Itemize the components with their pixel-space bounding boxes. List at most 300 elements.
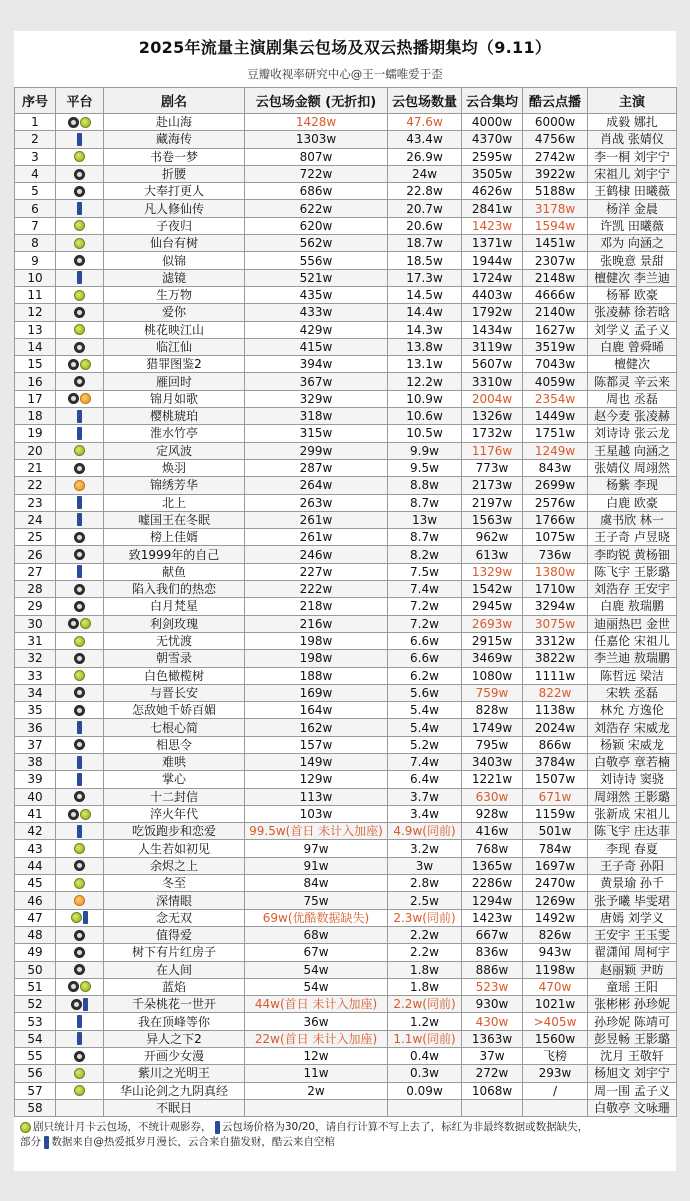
cell-yh: 630w (462, 788, 523, 805)
cell-amt: 415w (245, 338, 388, 355)
cell-no: 27 (15, 563, 56, 580)
cell-yh: 795w (462, 736, 523, 753)
cell-name: 掌心 (104, 771, 245, 788)
cell-cast: 陈哲远 梁洁 (588, 667, 677, 684)
ranking-table (14, 87, 677, 1117)
table-row (15, 788, 677, 805)
cell-cnt: 5.4w (388, 719, 462, 736)
cell-amt: 84w (245, 875, 388, 892)
table-row (15, 771, 677, 788)
footnote-text: 数据来自@热爱抵岁月漫长，云合来自猫发财，酷云来自空棺 (51, 1136, 335, 1149)
cell-name: 人生若如初见 (104, 840, 245, 857)
cell-ky: 1507w (523, 771, 588, 788)
cell-yh: 1724w (462, 269, 523, 286)
cell-ky: 1380w (523, 563, 588, 580)
cell-no: 47 (15, 909, 56, 926)
cell-name: 嘘国王在冬眠 (104, 511, 245, 528)
cell-cast: 肖战 张婧仪 (588, 131, 677, 148)
cell-name: 凡人修仙传 (104, 200, 245, 217)
cell-cnt: 6.4w (388, 771, 462, 788)
cell-ky: 1138w (523, 702, 588, 719)
cell-platform (56, 148, 104, 165)
cell-name: 树下有片红房子 (104, 944, 245, 961)
cell-cast: 林允 方逸伦 (588, 702, 677, 719)
cell-cnt: 9.9w (388, 442, 462, 459)
cell-ky: 5188w (523, 183, 588, 200)
tencent-icon (74, 791, 85, 802)
footnotes (14, 1117, 676, 1150)
cell-platform (56, 892, 104, 909)
cell-cnt: 12.2w (388, 373, 462, 390)
cell-cast: 陈都灵 辛云来 (588, 373, 677, 390)
tencent-icon (74, 463, 85, 474)
cell-no: 37 (15, 736, 56, 753)
cell-cast: 张婧仪 周翊然 (588, 459, 677, 476)
cell-name: 仙台有树 (104, 235, 245, 252)
cell-cast: 白鹿 欧豪 (588, 494, 677, 511)
cell-platform (56, 978, 104, 995)
cell-cast: 王安宇 王玉雯 (588, 926, 677, 943)
cell-no: 22 (15, 477, 56, 494)
cell-no: 29 (15, 598, 56, 615)
cell-no: 35 (15, 702, 56, 719)
cell-cast: 张予曦 毕雯珺 (588, 892, 677, 909)
cell-cnt: 18.5w (388, 252, 462, 269)
cell-amt: 429w (245, 321, 388, 338)
tencent-icon (74, 930, 85, 941)
cell-amt: 556w (245, 252, 388, 269)
cell-platform (56, 442, 104, 459)
cell-amt: 149w (245, 753, 388, 770)
table-row (15, 563, 677, 580)
cell-amt: 188w (245, 667, 388, 684)
cell-name: 淬火年代 (104, 805, 245, 822)
cell-no: 55 (15, 1048, 56, 1065)
cell-yh: 2915w (462, 632, 523, 649)
cell-cast: 刘浩存 宋威龙 (588, 719, 677, 736)
iqiyi-icon (77, 202, 82, 215)
cell-amt: 622w (245, 200, 388, 217)
youku-icon (74, 290, 85, 301)
cell-platform (56, 805, 104, 822)
cell-ky: 3784w (523, 753, 588, 770)
youku-icon (80, 117, 91, 128)
cell-name: 与晋长安 (104, 684, 245, 701)
cell-platform (56, 1030, 104, 1047)
cell-platform (56, 823, 104, 840)
mango-icon (74, 895, 85, 906)
cell-name: 华山论剑之九阴真经 (104, 1082, 245, 1099)
cell-cnt: 2.2w (388, 926, 462, 943)
cell-platform (56, 1099, 104, 1116)
cell-name: 白色橄榄树 (104, 667, 245, 684)
cell-ky: 3519w (523, 338, 588, 355)
cell-no: 25 (15, 529, 56, 546)
cell-no: 9 (15, 252, 56, 269)
cell-cnt: 1.8w (388, 978, 462, 995)
cell-yh: 2595w (462, 148, 523, 165)
cell-amt: 620w (245, 217, 388, 234)
table-row (15, 200, 677, 217)
footnote-text: 云包场价格为30/20，请自行计算不写上去了，标红为非最终数据或数据缺失， (221, 1121, 589, 1134)
cell-yh: 886w (462, 961, 523, 978)
cell-no: 8 (15, 235, 56, 252)
cell-ky: 4059w (523, 373, 588, 390)
cell-ky: 1492w (523, 909, 588, 926)
cell-yh: 1944w (462, 252, 523, 269)
youku-icon (71, 912, 82, 923)
youku-icon (74, 636, 85, 647)
cell-amt: 318w (245, 408, 388, 425)
cell-cnt: 3w (388, 857, 462, 874)
cell-yh: 523w (462, 978, 523, 995)
cell-yh: 3469w (462, 650, 523, 667)
cell-cnt: 10.9w (388, 390, 462, 407)
cell-platform (56, 961, 104, 978)
cell-cnt: 7.4w (388, 581, 462, 598)
cell-no: 10 (15, 269, 56, 286)
cell-no: 21 (15, 459, 56, 476)
table-row (15, 1013, 677, 1030)
tencent-icon (68, 359, 79, 370)
table-row (15, 511, 677, 528)
cell-cnt: 7.2w (388, 598, 462, 615)
table-row (15, 909, 677, 926)
cell-no: 18 (15, 408, 56, 425)
cell-platform (56, 563, 104, 580)
cell-platform (56, 1082, 104, 1099)
cell-platform (56, 598, 104, 615)
cell-no: 24 (15, 511, 56, 528)
cell-cast: 童瑶 王阳 (588, 978, 677, 995)
table-row (15, 442, 677, 459)
cell-ky: 671w (523, 788, 588, 805)
cell-name: 生万物 (104, 286, 245, 303)
cell-no: 31 (15, 632, 56, 649)
cell-ky: 1021w (523, 996, 588, 1013)
cell-amt: 722w (245, 165, 388, 182)
cell-cast: 翟潇闻 周柯宇 (588, 944, 677, 961)
table-header-row (15, 88, 677, 114)
cell-amt: 157w (245, 736, 388, 753)
cell-name: 念无双 (104, 909, 245, 926)
iqiyi-icon (77, 427, 82, 440)
table-row (15, 719, 677, 736)
tencent-icon (71, 999, 82, 1010)
cell-name: 似锦 (104, 252, 245, 269)
cell-cast: 虞书欣 林一 (588, 511, 677, 528)
iqiyi-icon (77, 565, 82, 578)
cell-ky: 2576w (523, 494, 588, 511)
cell-platform (56, 131, 104, 148)
table-row (15, 1099, 677, 1116)
tencent-icon (74, 601, 85, 612)
cell-cast: 白鹿 敖瑞鹏 (588, 598, 677, 615)
iqiyi-icon (215, 1121, 220, 1134)
cell-yh: 2286w (462, 875, 523, 892)
cell-cnt: 2.2w (388, 944, 462, 961)
cell-yh: 2173w (462, 477, 523, 494)
cell-name: 北上 (104, 494, 245, 511)
cell-no: 43 (15, 840, 56, 857)
cell-name: 折腰 (104, 165, 245, 182)
cell-yh: 1434w (462, 321, 523, 338)
table-row (15, 581, 677, 598)
cell-cast: 杨幂 欧豪 (588, 286, 677, 303)
cell-cnt: 10.5w (388, 425, 462, 442)
cell-cast: 刘浩存 王安宇 (588, 581, 677, 598)
cell-yh: 1176w (462, 442, 523, 459)
table-row (15, 114, 677, 131)
cell-name: 书卷一梦 (104, 148, 245, 165)
iqiyi-icon (77, 513, 82, 526)
cell-yh: 667w (462, 926, 523, 943)
cell-amt: 562w (245, 235, 388, 252)
youku-icon (80, 809, 91, 820)
cell-platform (56, 529, 104, 546)
tencent-icon (74, 376, 85, 387)
cell-cast: 陈飞宇 庄达菲 (588, 823, 677, 840)
cell-cast: 刘诗诗 张云龙 (588, 425, 677, 442)
cell-ky: 3294w (523, 598, 588, 615)
cell-name: 赴山海 (104, 114, 245, 131)
youku-icon (74, 445, 85, 456)
cell-yh: 759w (462, 684, 523, 701)
footnote-text: 剧只统计月卡云包场，不统计观影券， (33, 1121, 212, 1134)
iqiyi-icon (77, 825, 82, 838)
tencent-icon (74, 307, 85, 318)
cell-ky: 1075w (523, 529, 588, 546)
cell-cnt: 14.5w (388, 286, 462, 303)
cell-ky: / (523, 1082, 588, 1099)
cell-ky: 826w (523, 926, 588, 943)
cell-ky: 飞榜 (523, 1048, 588, 1065)
cell-name: 滤镜 (104, 269, 245, 286)
cell-ky: 6000w (523, 114, 588, 131)
cell-platform (56, 581, 104, 598)
cell-platform (56, 425, 104, 442)
cell-cnt: 10.6w (388, 408, 462, 425)
cell-yh: 1749w (462, 719, 523, 736)
cell-platform (56, 356, 104, 373)
table-row (15, 425, 677, 442)
cell-platform (56, 771, 104, 788)
table-row (15, 183, 677, 200)
cell-platform (56, 632, 104, 649)
cell-no: 13 (15, 321, 56, 338)
cell-ky: 3178w (523, 200, 588, 217)
cell-platform (56, 511, 104, 528)
table-row (15, 165, 677, 182)
cell-platform (56, 1065, 104, 1082)
cell-ky: 1751w (523, 425, 588, 442)
cell-cnt: 1.2w (388, 1013, 462, 1030)
table-row (15, 840, 677, 857)
table-row (15, 753, 677, 770)
cell-platform (56, 390, 104, 407)
tencent-icon (68, 117, 79, 128)
cell-no: 1 (15, 114, 56, 131)
table-row (15, 148, 677, 165)
tencent-icon (74, 653, 85, 664)
cell-ky: 1449w (523, 408, 588, 425)
cell-name: 献鱼 (104, 563, 245, 580)
cell-amt: 218w (245, 598, 388, 615)
cell-no: 45 (15, 875, 56, 892)
cell-yh: 2841w (462, 200, 523, 217)
cell-cnt: 7.4w (388, 753, 462, 770)
cell-platform (56, 702, 104, 719)
cell-name: 临江仙 (104, 338, 245, 355)
cell-yh: 2197w (462, 494, 523, 511)
table-row (15, 1065, 677, 1082)
cell-yh: 1365w (462, 857, 523, 874)
cell-yh: 4370w (462, 131, 523, 148)
cell-no: 5 (15, 183, 56, 200)
cell-no: 51 (15, 978, 56, 995)
cell-cast: 王子奇 卢昱晓 (588, 529, 677, 546)
cell-ky: 1594w (523, 217, 588, 234)
cell-name: 不眠日 (104, 1099, 245, 1116)
cell-ky: 470w (523, 978, 588, 995)
cell-platform (56, 857, 104, 874)
cell-yh: 768w (462, 840, 523, 857)
cell-yh: 1542w (462, 581, 523, 598)
cell-ky: 1269w (523, 892, 588, 909)
cell-name: 利剑玫瑰 (104, 615, 245, 632)
cell-yh: 928w (462, 805, 523, 822)
cell-yh: 1363w (462, 1030, 523, 1047)
cell-amt: 433w (245, 304, 388, 321)
cell-amt: 261w (245, 511, 388, 528)
cell-platform (56, 286, 104, 303)
cell-cnt: 20.6w (388, 217, 462, 234)
table-row (15, 996, 677, 1013)
youku-icon (80, 359, 91, 370)
cell-name: 藏海传 (104, 131, 245, 148)
cell-amt: 222w (245, 581, 388, 598)
table-row (15, 667, 677, 684)
iqiyi-icon (77, 1032, 82, 1045)
table-card (14, 31, 676, 1171)
cell-no: 34 (15, 684, 56, 701)
cell-cast: 刘诗诗 窦骁 (588, 771, 677, 788)
iqiyi-icon (77, 410, 82, 423)
cell-yh: 1080w (462, 667, 523, 684)
cell-no: 56 (15, 1065, 56, 1082)
cell-amt: 67w (245, 944, 388, 961)
cell-name: 子夜归 (104, 217, 245, 234)
cell-name: 无忧渡 (104, 632, 245, 649)
cell-ky: 1198w (523, 961, 588, 978)
youku-icon (74, 324, 85, 335)
tencent-icon (74, 169, 85, 180)
cell-yh: 1329w (462, 563, 523, 580)
cell-cnt: 0.3w (388, 1065, 462, 1082)
iqiyi-icon (83, 998, 88, 1011)
cell-ky: 2148w (523, 269, 588, 286)
cell-amt: 435w (245, 286, 388, 303)
iqiyi-icon (77, 271, 82, 284)
cell-cnt: 7.2w (388, 615, 462, 632)
tencent-icon (74, 186, 85, 197)
tencent-icon (68, 981, 79, 992)
cell-amt: 264w (245, 477, 388, 494)
cell-cnt: 4.9w(同前) (388, 823, 462, 840)
cell-amt: 807w (245, 148, 388, 165)
cell-platform (56, 944, 104, 961)
cell-no: 50 (15, 961, 56, 978)
youku-icon (80, 618, 91, 629)
cell-cnt: 2.5w (388, 892, 462, 909)
cell-yh: 1732w (462, 425, 523, 442)
cell-platform (56, 788, 104, 805)
cell-name: 紫川之光明王 (104, 1065, 245, 1082)
table-row (15, 823, 677, 840)
cell-amt: 1428w (245, 114, 388, 131)
cell-no: 16 (15, 373, 56, 390)
cell-cnt (388, 1099, 462, 1116)
tencent-icon (74, 687, 85, 698)
cell-ky: 2024w (523, 719, 588, 736)
cell-amt: 69w(优酷数据缺失) (245, 909, 388, 926)
cell-ky: 2354w (523, 390, 588, 407)
table-row (15, 702, 677, 719)
table-row (15, 598, 677, 615)
cell-cast: 张彬彬 孙珍妮 (588, 996, 677, 1013)
cell-amt: 113w (245, 788, 388, 805)
cell-amt: 169w (245, 684, 388, 701)
cell-cast: 王子奇 孙阳 (588, 857, 677, 874)
table-row (15, 235, 677, 252)
cell-cnt: 0.09w (388, 1082, 462, 1099)
cell-ky: 1159w (523, 805, 588, 822)
cell-amt: 36w (245, 1013, 388, 1030)
header-cell: 主演 (588, 88, 677, 114)
table-row (15, 615, 677, 632)
cell-ky: 1627w (523, 321, 588, 338)
cell-cnt: 13.1w (388, 356, 462, 373)
table-row (15, 684, 677, 701)
cell-name: 雁回时 (104, 373, 245, 390)
cell-cnt: 2.2w(同前) (388, 996, 462, 1013)
cell-amt: 97w (245, 840, 388, 857)
cell-platform (56, 667, 104, 684)
cell-cnt: 0.4w (388, 1048, 462, 1065)
cell-ky: 4756w (523, 131, 588, 148)
mango-icon (80, 393, 91, 404)
cell-cast: 李一桐 刘宇宁 (588, 148, 677, 165)
youku-icon (74, 843, 85, 854)
cell-cast: 周翊然 王影璐 (588, 788, 677, 805)
cell-name: 深情眼 (104, 892, 245, 909)
cell-platform (56, 459, 104, 476)
cell-cast: 周一围 孟子义 (588, 1082, 677, 1099)
cell-yh: 2004w (462, 390, 523, 407)
tencent-icon (74, 964, 85, 975)
table-row (15, 408, 677, 425)
cell-cnt: 20.7w (388, 200, 462, 217)
cell-no: 58 (15, 1099, 56, 1116)
cell-cast: 檀健次 (588, 356, 677, 373)
cell-name: 余烬之上 (104, 857, 245, 874)
cell-yh: 930w (462, 996, 523, 1013)
cell-name: 值得爱 (104, 926, 245, 943)
table-row (15, 217, 677, 234)
cell-cast: 赵丽颖 尹昉 (588, 961, 677, 978)
cell-no: 3 (15, 148, 56, 165)
cell-ky (523, 1099, 588, 1116)
